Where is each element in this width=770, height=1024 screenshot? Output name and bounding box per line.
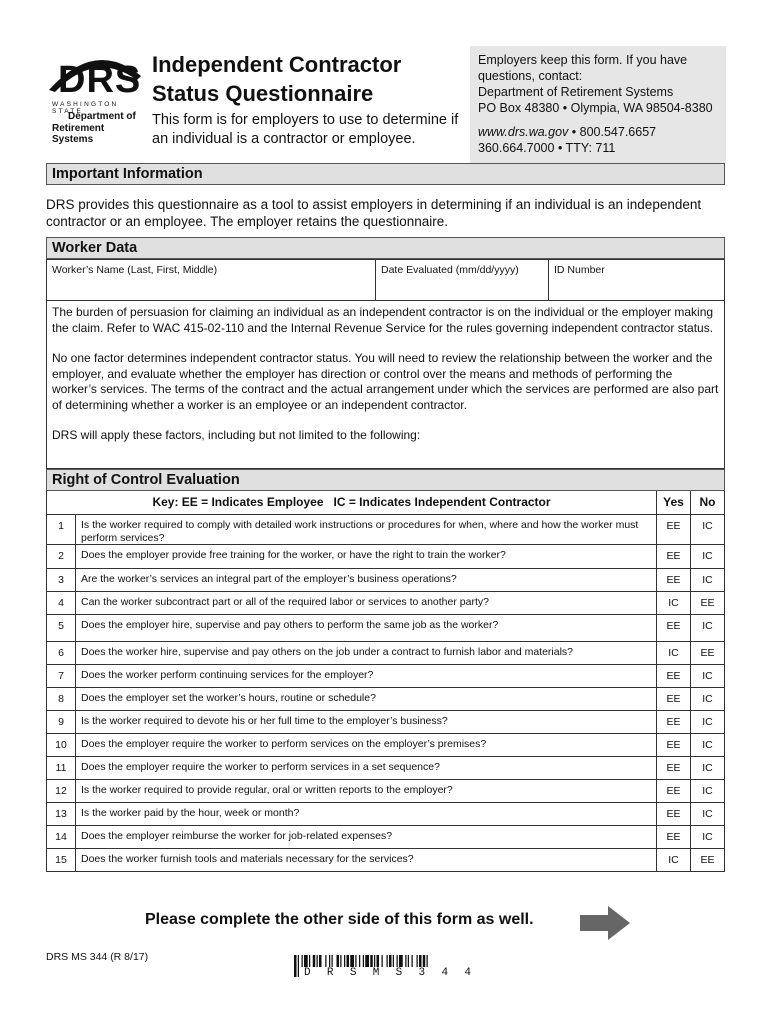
- footer-note: Please complete the other side of this form as well.: [145, 911, 534, 928]
- barcode-char: D: [304, 967, 311, 979]
- question-text: Are the worker’s services an integral part of the employer’s business operations?: [76, 569, 657, 591]
- question-row: [46, 545, 725, 569]
- question-yes-answer[interactable]: EE: [657, 734, 691, 756]
- question-row: [46, 803, 725, 826]
- question-text: Does the worker perform continuing services for the employer?: [76, 665, 657, 687]
- title-line2: Status Questionnaire: [152, 81, 374, 106]
- id-number-label: ID Number: [554, 264, 605, 276]
- question-number: 8: [47, 688, 76, 710]
- subtitle-line1: This form is for employers to use to determine if: [152, 112, 459, 128]
- question-yes-answer[interactable]: EE: [657, 569, 691, 591]
- question-yes-answer[interactable]: IC: [657, 592, 691, 614]
- question-text: Does the employer provide free training for the worker, or have the right to train the worker?: [76, 545, 657, 568]
- arrow-right-icon: [580, 906, 630, 940]
- question-row: [46, 592, 725, 615]
- question-yes-answer[interactable]: IC: [657, 642, 691, 664]
- question-yes-answer[interactable]: EE: [657, 711, 691, 733]
- barcode-char: 3: [418, 967, 426, 979]
- question-no-answer[interactable]: EE: [700, 597, 715, 609]
- key-row: [46, 491, 725, 515]
- question-no-answer[interactable]: IC: [702, 520, 713, 532]
- drs-logo: [44, 46, 144, 146]
- question-yes-answer[interactable]: IC: [657, 849, 691, 871]
- contact-line4: PO Box 48380 • Olympia, WA 98504-8380: [478, 101, 713, 115]
- worker-name-label: Worker’s Name (Last, First, Middle): [52, 264, 218, 276]
- question-text: Does the employer require the worker to perform services on the employer’s premises?: [76, 734, 657, 756]
- barcode-char: S: [395, 967, 403, 979]
- question-row: [46, 515, 725, 545]
- question-text: Does the employer set the worker’s hours, routine or schedule?: [76, 688, 657, 710]
- question-text: Is the worker required to provide regular, oral or written reports to the employer?: [76, 780, 657, 802]
- barcode-text: [300, 967, 475, 979]
- question-text: Can the worker subcontract part or all of the required labor or services to another party?: [76, 592, 657, 614]
- question-number: 4: [47, 592, 76, 614]
- question-no-answer[interactable]: IC: [702, 693, 713, 705]
- question-row: [46, 642, 725, 665]
- question-no-answer[interactable]: IC: [702, 831, 713, 843]
- question-yes-answer[interactable]: EE: [657, 780, 691, 802]
- date-evaluated-field[interactable]: [376, 260, 549, 300]
- important-text: DRS provides this questionnaire as a tool to assist employers in determining if an individual is an independent contractor or an employee. The employer retains the questionnaire.: [46, 197, 702, 229]
- question-yes-answer[interactable]: EE: [657, 757, 691, 779]
- logo-state: WASHINGTON STATE: [52, 101, 119, 115]
- contact-line6: 360.664.7000 • TTY: 711: [478, 141, 616, 155]
- logo-text: DRS: [58, 59, 142, 101]
- question-row: [46, 665, 725, 688]
- barcode-char: S: [349, 967, 357, 979]
- subtitle-line2: an individual is a contractor or employee.: [152, 131, 416, 147]
- question-number: 5: [47, 615, 76, 641]
- question-text: Does the employer reimburse the worker for job-related expenses?: [76, 826, 657, 848]
- question-row: [46, 711, 725, 734]
- question-text: Does the worker hire, supervise and pay others on the job under a contract to furnish labor and materials?: [76, 642, 657, 664]
- question-number: 1: [47, 515, 76, 544]
- question-yes-answer[interactable]: EE: [657, 615, 691, 641]
- title-line1: Independent Contractor: [152, 52, 402, 77]
- question-table: [46, 515, 725, 872]
- question-yes-answer[interactable]: EE: [657, 688, 691, 710]
- question-row: [46, 569, 725, 592]
- question-number: 13: [47, 803, 76, 825]
- question-no-answer[interactable]: IC: [702, 716, 713, 728]
- question-yes-answer[interactable]: EE: [657, 826, 691, 848]
- question-text: Does the worker furnish tools and materials necessary for the services?: [76, 849, 657, 871]
- question-text: Is the worker paid by the hour, week or month?: [76, 803, 657, 825]
- question-row: [46, 757, 725, 780]
- contact-web-phone: [478, 124, 726, 140]
- barcode-char: 4: [441, 967, 449, 979]
- burden-para3: DRS will apply these factors, including but not limited to the following:: [52, 428, 421, 442]
- contact-web-link[interactable]: www.drs.wa.gov: [478, 125, 569, 139]
- date-evaluated-label: Date Evaluated (mm/dd/yyyy): [381, 264, 519, 276]
- worker-name-field[interactable]: [47, 260, 376, 300]
- contact-line1: Employers keep this form. If you have: [478, 53, 688, 67]
- question-no-answer[interactable]: IC: [702, 808, 713, 820]
- question-number: 14: [47, 826, 76, 848]
- burden-para2: No one factor determines independent contractor status. You will need to review the relationship between the worker and the employer, and evaluate whether the employer has direction or control over the means and methods of performing the worker’s services. The terms of the contract and the actual arrangement under which the services are performed are also part of determining whether a worker is an employee or an independent contractor.: [52, 351, 719, 412]
- question-number: 3: [47, 569, 76, 591]
- question-no-answer[interactable]: IC: [702, 670, 713, 682]
- question-no-answer[interactable]: IC: [702, 550, 713, 562]
- no-header: No: [699, 495, 716, 509]
- question-number: 6: [47, 642, 76, 664]
- question-number: 9: [47, 711, 76, 733]
- form-id: DRS MS 344 (R 8/17): [46, 951, 149, 963]
- burden-para1: The burden of persuasion for claiming an individual as an independent contractor is on the individual or the employer making the claim. Refer to WAC 415-02-110 and the Internal Revenue Service for the rules governing independent contractor status.: [52, 305, 714, 335]
- id-number-field[interactable]: [549, 260, 724, 300]
- question-row: [46, 826, 725, 849]
- question-yes-answer[interactable]: EE: [657, 515, 691, 544]
- question-yes-answer[interactable]: EE: [657, 545, 691, 568]
- question-number: 2: [47, 545, 76, 568]
- question-text: Does the employer hire, supervise and pay others to perform the same job as the worker?: [76, 615, 657, 641]
- question-no-answer[interactable]: IC: [702, 574, 713, 586]
- question-text: Does the employer require the worker to perform services in a set sequence?: [76, 757, 657, 779]
- question-row: [46, 615, 725, 642]
- question-no-answer[interactable]: IC: [702, 620, 713, 632]
- control-heading: Right of Control Evaluation: [46, 469, 725, 491]
- page-subtitle: [152, 111, 462, 149]
- question-number: 7: [47, 665, 76, 687]
- question-row: [46, 780, 725, 803]
- yes-header: Yes: [657, 491, 691, 514]
- question-no-answer[interactable]: IC: [702, 762, 713, 774]
- important-heading: Important Information: [46, 163, 725, 185]
- question-text: Is the worker required to devote his or her full time to the employer’s business?: [76, 711, 657, 733]
- question-no-answer[interactable]: EE: [700, 854, 715, 866]
- logo-dept-line1: Department of: [68, 111, 136, 122]
- barcode-char: 4: [464, 967, 471, 979]
- question-no-answer[interactable]: IC: [702, 739, 713, 751]
- contact-box: [470, 46, 726, 163]
- worker-data-heading: Worker Data: [46, 237, 725, 259]
- page-title: [152, 50, 462, 108]
- barcode-char: M: [372, 967, 380, 979]
- question-no-answer[interactable]: EE: [700, 647, 715, 659]
- question-number: 15: [47, 849, 76, 871]
- contact-line2: questions, contact:: [478, 69, 583, 83]
- question-no-answer[interactable]: IC: [702, 785, 713, 797]
- question-number: 12: [47, 780, 76, 802]
- logo-dept-line2: Retirement Systems: [52, 123, 105, 145]
- contact-line3: Department of Retirement Systems: [478, 85, 674, 99]
- question-yes-answer[interactable]: EE: [657, 665, 691, 687]
- barcode-char: R: [326, 967, 334, 979]
- question-row: [46, 849, 725, 872]
- question-number: 10: [47, 734, 76, 756]
- question-row: [46, 734, 725, 757]
- question-text: Is the worker required to comply with detailed work instructions or procedures for when, where and how the worker must perform services?: [76, 515, 657, 544]
- burden-box: [46, 301, 725, 469]
- question-row: [46, 688, 725, 711]
- question-number: 11: [47, 757, 76, 779]
- key-text: Key: EE = Indicates Employee IC = Indicates Independent Contractor: [47, 491, 657, 514]
- question-yes-answer[interactable]: EE: [657, 803, 691, 825]
- worker-data-row: [46, 259, 725, 301]
- contact-phone1: • 800.547.6657: [568, 125, 657, 139]
